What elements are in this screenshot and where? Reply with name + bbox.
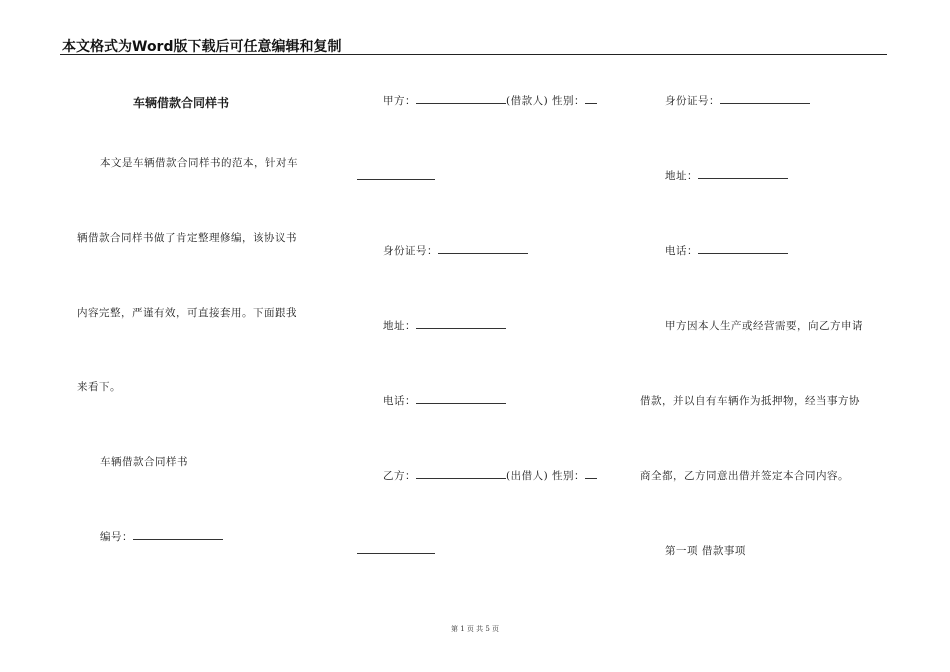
header-divider bbox=[60, 54, 887, 55]
party-a-label: 甲方： bbox=[383, 95, 416, 107]
party-b-label: 乙方： bbox=[383, 470, 416, 482]
party-a-id-field bbox=[383, 243, 528, 258]
document-title: 车辆借款合同样书 bbox=[133, 96, 230, 110]
party-b-field bbox=[383, 468, 597, 483]
party-a-id-blank bbox=[438, 243, 528, 254]
number-label: 编号： bbox=[100, 531, 133, 543]
party-b-address-blank bbox=[698, 168, 788, 179]
party-a-address-field bbox=[383, 318, 506, 333]
party-b-id-blank bbox=[720, 93, 810, 104]
party-b-phone-field bbox=[665, 243, 788, 258]
section-1-heading: 第一项 借款事项 bbox=[665, 545, 746, 557]
intro-line-4: 来看下。 bbox=[77, 381, 121, 393]
paragraph-line-3: 商全都，乙方同意出借并签定本合同内容。 bbox=[640, 470, 849, 482]
party-b-phone-label: 电话： bbox=[665, 245, 698, 257]
party-b-address-label: 地址： bbox=[665, 170, 698, 182]
party-b-id-field bbox=[665, 93, 810, 108]
intro-line-3: 内容完整，严谨有效，可直接套用。下面跟我 bbox=[77, 307, 297, 319]
party-a-continuation-blank bbox=[357, 179, 435, 180]
party-a-name-blank bbox=[416, 93, 506, 104]
party-b-address-field bbox=[665, 168, 788, 183]
party-a-address-blank bbox=[416, 318, 506, 329]
paragraph-line-1: 甲方因本人生产或经营需要，向乙方申请 bbox=[665, 320, 863, 332]
lender-gender-blank bbox=[585, 468, 597, 479]
number-blank bbox=[133, 529, 223, 540]
party-a-field bbox=[383, 93, 597, 108]
intro-line-2: 辆借款合同样书做了肯定整理修编，该协议书 bbox=[77, 232, 297, 244]
paragraph-line-2: 借款，并以自有车辆作为抵押物，经当事方协 bbox=[640, 395, 860, 407]
header-title: 本文格式为Word版下载后可任意编辑和复制 bbox=[62, 39, 342, 55]
subtitle: 车辆借款合同样书 bbox=[100, 456, 188, 468]
party-a-id-label: 身份证号： bbox=[383, 245, 438, 257]
party-a-phone-label: 电话： bbox=[383, 395, 416, 407]
party-b-id-label: 身份证号： bbox=[665, 95, 720, 107]
party-a-address-label: 地址： bbox=[383, 320, 416, 332]
lender-gender-label: (出借人) 性别： bbox=[506, 470, 586, 482]
borrower-gender-blank bbox=[585, 93, 597, 104]
party-b-name-blank bbox=[416, 468, 506, 479]
party-a-phone-field bbox=[383, 393, 506, 408]
number-field bbox=[100, 529, 223, 544]
party-b-phone-blank bbox=[698, 243, 788, 254]
party-a-phone-blank bbox=[416, 393, 506, 404]
party-b-continuation-blank bbox=[357, 553, 435, 554]
page-footer: 第 1 页 共 5 页 bbox=[450, 625, 500, 633]
borrower-gender-label: (借款人) 性别： bbox=[506, 95, 586, 107]
intro-line-1: 本文是车辆借款合同样书的范本，针对车 bbox=[100, 157, 298, 169]
